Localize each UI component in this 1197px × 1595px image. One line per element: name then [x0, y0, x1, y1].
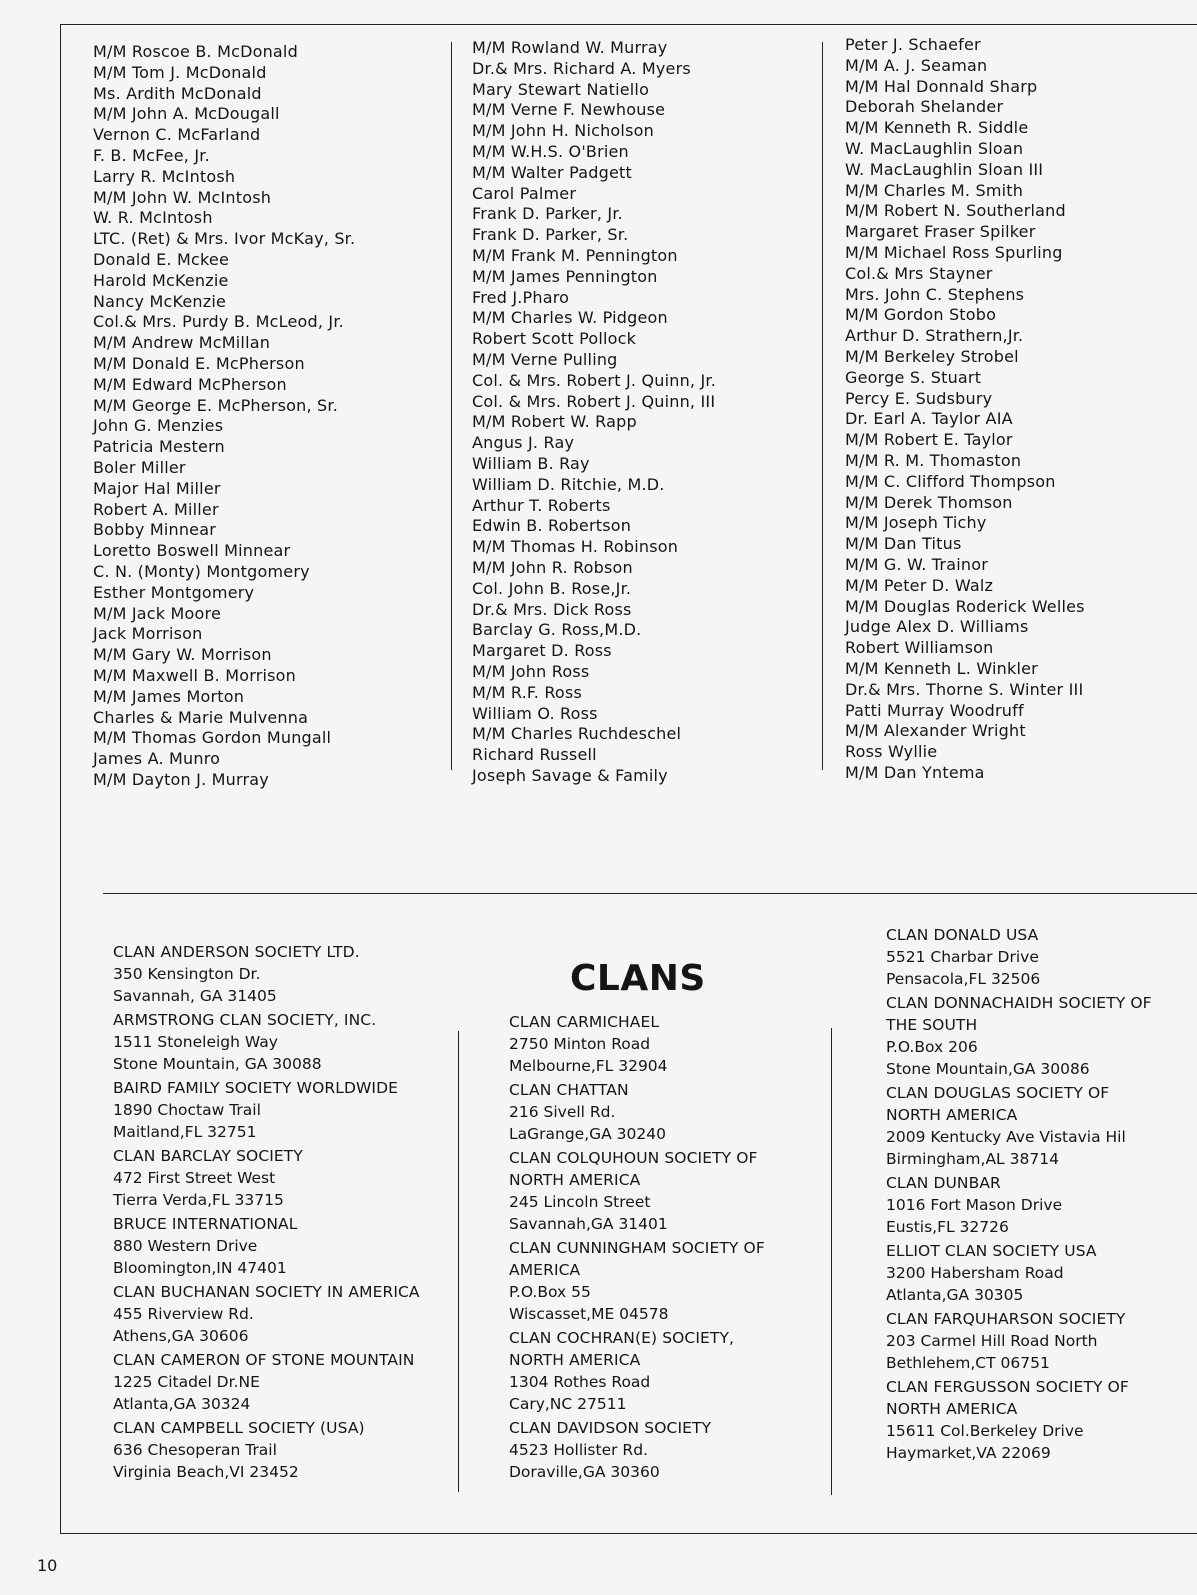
clan-name: CLAN CARMICHAEL: [509, 1013, 660, 1031]
donor-name: M/M Verne Pulling: [472, 349, 618, 369]
donor-name: M/M Hal Donnald Sharp: [845, 76, 1038, 96]
donor-name: Robert Scott Pollock: [472, 329, 637, 349]
donor-name: W. R. McIntosh: [93, 208, 213, 228]
clan-entry: [886, 1308, 1197, 1374]
clan-city: Haymarket,VA 22069: [886, 1444, 1051, 1462]
donor-name: Dr. Earl A. Taylor AIA: [845, 409, 1013, 429]
clan-column-3: [886, 924, 1197, 1466]
clan-entry: [509, 1147, 859, 1235]
clan-name: NORTH AMERICA: [886, 1106, 1018, 1124]
donor-name: M/M John W. McIntosh: [93, 187, 272, 207]
clan-entry: [113, 1213, 463, 1279]
clan-street: 636 Chesoperan Trail: [113, 1441, 277, 1459]
donor-name: C. N. (Monty) Montgomery: [93, 561, 310, 581]
donor-column-1: [93, 42, 355, 791]
donor-name: Joseph Savage & Family: [472, 765, 668, 785]
donor-name: M/M Andrew McMillan: [93, 333, 271, 353]
donor-name: Harold McKenzie: [93, 270, 229, 290]
donor-name: M/M John R. Robson: [472, 557, 633, 577]
donor-name: M/M Joseph Tichy: [845, 513, 987, 533]
donor-name: Margaret D. Ross: [472, 641, 612, 661]
donor-name: Dr.& Mrs. Richard A. Myers: [472, 58, 691, 78]
donor-name: Dr.& Mrs. Thorne S. Winter III: [845, 679, 1084, 699]
donor-name: M/M Dan Titus: [845, 534, 962, 554]
donor-column-3: [845, 35, 1085, 784]
donor-name: M/M Jack Moore: [93, 603, 222, 623]
column-divider: [458, 1031, 459, 1492]
clan-street: 1890 Choctaw Trail: [113, 1101, 261, 1119]
clan-name: CLAN FERGUSSON SOCIETY OF: [886, 1378, 1129, 1396]
section-divider: [103, 893, 1197, 894]
donor-name: Esther Montgomery: [93, 582, 255, 602]
clan-entry: [113, 1349, 463, 1415]
clan-city: Cary,NC 27511: [509, 1395, 627, 1413]
clan-entry: [886, 1240, 1197, 1306]
clan-entry: [509, 1237, 859, 1325]
clan-street: 245 Lincoln Street: [509, 1193, 651, 1211]
donor-name: M/M John A. McDougall: [93, 104, 280, 124]
clan-street: 350 Kensington Dr.: [113, 965, 261, 983]
donor-name: M/M George E. McPherson, Sr.: [93, 395, 338, 415]
donor-name: M/M Peter D. Walz: [845, 575, 994, 595]
clan-entry: [886, 1082, 1197, 1170]
clan-name: CLAN DOUGLAS SOCIETY OF: [886, 1084, 1110, 1102]
clan-name: CLAN BARCLAY SOCIETY: [113, 1147, 303, 1165]
clan-city: Atlanta,GA 30305: [886, 1286, 1024, 1304]
donor-name: Loretto Boswell Minnear: [93, 541, 291, 561]
donor-name: James A. Munro: [93, 749, 221, 769]
column-divider: [822, 42, 823, 770]
clan-street: 1225 Citadel Dr.NE: [113, 1373, 260, 1391]
donor-name: Richard Russell: [472, 745, 597, 765]
clan-entry: [886, 924, 1197, 990]
clan-column-1: [113, 941, 463, 1485]
donor-name: Robert A. Miller: [93, 499, 219, 519]
clan-entry: [113, 1417, 463, 1483]
donor-name: M/M Rowland W. Murray: [472, 38, 668, 57]
clan-name: CLAN CUNNINGHAM SOCIETY OF: [509, 1239, 765, 1257]
donor-name: William O. Ross: [472, 703, 598, 723]
clan-entry: [509, 1327, 859, 1415]
donor-name: M/M Charles W. Pidgeon: [472, 308, 668, 328]
donor-name: M/M Kenneth L. Winkler: [845, 658, 1038, 678]
donor-name: Percy E. Sudsbury: [845, 388, 993, 408]
donor-name: Vernon C. McFarland: [93, 125, 261, 145]
donor-name: Charles & Marie Mulvenna: [93, 707, 309, 727]
donor-name: M/M Thomas H. Robinson: [472, 537, 679, 557]
clan-name: NORTH AMERICA: [509, 1171, 641, 1189]
donor-name: Edwin B. Robertson: [472, 516, 632, 536]
donor-name: Frank D. Parker, Jr.: [472, 204, 623, 224]
donor-name: W. MacLaughlin Sloan: [845, 138, 1024, 158]
clan-city: LaGrange,GA 30240: [509, 1125, 666, 1143]
clan-city: Birmingham,AL 38714: [886, 1150, 1059, 1168]
donor-name: Arthur D. Strathern,Jr.: [845, 326, 1024, 346]
clan-name: CLAN CHATTAN: [509, 1081, 629, 1099]
clan-street: 2009 Kentucky Ave Vistavia Hil: [886, 1128, 1126, 1146]
clan-entry: [886, 992, 1197, 1080]
clan-street: 472 First Street West: [113, 1169, 276, 1187]
donor-name: M/M James Pennington: [472, 266, 658, 286]
donor-name: M/M Maxwell B. Morrison: [93, 665, 296, 685]
clan-city: Maitland,FL 32751: [113, 1123, 257, 1141]
donor-name: Carol Palmer: [472, 183, 577, 203]
clan-name: AMERICA: [509, 1261, 581, 1279]
donor-name: Donald E. Mckee: [93, 249, 230, 269]
clan-city: Tierra Verda,FL 33715: [113, 1191, 284, 1209]
donor-name: M/M R. M. Thomaston: [845, 450, 1022, 470]
clan-street: 880 Western Drive: [113, 1237, 258, 1255]
clan-entry: [113, 1281, 463, 1347]
clan-city: Virginia Beach,VI 23452: [113, 1463, 299, 1481]
donor-name: William D. Ritchie, M.D.: [472, 474, 665, 494]
donor-name: Boler Miller: [93, 457, 186, 477]
clan-name: CLAN COLQUHOUN SOCIETY OF: [509, 1149, 758, 1167]
donor-name: Jack Morrison: [93, 624, 203, 644]
donor-name: Col. & Mrs. Robert J. Quinn, III: [472, 391, 716, 411]
clan-city: Savannah, GA 31405: [113, 987, 277, 1005]
section-title: CLANS: [570, 958, 706, 999]
donor-name: Angus J. Ray: [472, 433, 575, 453]
donor-name: M/M Edward McPherson: [93, 374, 287, 394]
clan-entry: [886, 1172, 1197, 1238]
donor-name: Ms. Ardith McDonald: [93, 83, 262, 103]
donor-name: Larry R. McIntosh: [93, 166, 236, 186]
clan-city: Stone Mountain,GA 30086: [886, 1060, 1090, 1078]
donor-name: Patricia Mestern: [93, 437, 225, 457]
column-divider: [831, 1028, 832, 1495]
donor-name: Col. John B. Rose,Jr.: [472, 578, 632, 598]
donor-name: Bobby Minnear: [93, 520, 216, 540]
clan-street: 5521 Charbar Drive: [886, 948, 1039, 966]
donor-name: Fred J.Pharo: [472, 287, 570, 307]
clan-entry: [113, 1077, 463, 1143]
clan-name: CLAN ANDERSON SOCIETY LTD.: [113, 943, 360, 961]
clan-city: Eustis,FL 32726: [886, 1218, 1009, 1236]
clan-name: NORTH AMERICA: [509, 1351, 641, 1369]
clan-name: NORTH AMERICA: [886, 1400, 1018, 1418]
clan-entry: [113, 941, 463, 1007]
donor-name: Peter J. Schaefer: [845, 35, 981, 54]
donor-name: M/M John H. Nicholson: [472, 121, 654, 141]
donor-name: M/M Berkeley Strobel: [845, 346, 1019, 366]
donor-name: M/M Charles Ruchdeschel: [472, 724, 682, 744]
clan-name: CLAN FARQUHARSON SOCIETY: [886, 1310, 1126, 1328]
donor-name: M/M Dan Yntema: [845, 762, 985, 782]
donor-name: M/M Robert W. Rapp: [472, 412, 637, 432]
donor-name: Margaret Fraser Spilker: [845, 222, 1036, 242]
donor-name: Dr.& Mrs. Dick Ross: [472, 599, 632, 619]
donor-name: Robert Williamson: [845, 638, 994, 658]
donor-name: Col.& Mrs Stayner: [845, 263, 993, 283]
donor-name: William B. Ray: [472, 453, 590, 473]
clan-city: Stone Mountain, GA 30088: [113, 1055, 322, 1073]
donor-name: M/M Robert E. Taylor: [845, 430, 1013, 450]
clan-street: 4523 Hollister Rd.: [509, 1441, 648, 1459]
donor-name: Patti Murray Woodruff: [845, 700, 1024, 720]
clan-entry: [886, 1376, 1197, 1464]
clan-city: Pensacola,FL 32506: [886, 970, 1041, 988]
donor-name: M/M Thomas Gordon Mungall: [93, 728, 332, 748]
donor-name: LTC. (Ret) & Mrs. Ivor McKay, Sr.: [93, 229, 356, 249]
clan-entry: [113, 1009, 463, 1075]
donor-name: M/M C. Clifford Thompson: [845, 471, 1056, 491]
clan-street: 15611 Col.Berkeley Drive: [886, 1422, 1084, 1440]
donor-name: M/M Douglas Roderick Welles: [845, 596, 1085, 616]
clan-city: Doraville,GA 30360: [509, 1463, 660, 1481]
clan-street: 455 Riverview Rd.: [113, 1305, 254, 1323]
donor-name: M/M R.F. Ross: [472, 682, 582, 702]
clan-entry: [113, 1145, 463, 1211]
donor-name: M/M Donald E. McPherson: [93, 353, 305, 373]
donor-name: Judge Alex D. Williams: [845, 617, 1029, 637]
donor-name: M/M Charles M. Smith: [845, 180, 1024, 200]
clan-entry: [509, 1011, 859, 1077]
clan-name: CLAN DONALD USA: [886, 926, 1039, 944]
donor-name: M/M Michael Ross Spurling: [845, 242, 1063, 262]
clan-name: CLAN DONNACHAIDH SOCIETY OF: [886, 994, 1152, 1012]
clan-street: 1511 Stoneleigh Way: [113, 1033, 278, 1051]
clan-name: BRUCE INTERNATIONAL: [113, 1215, 298, 1233]
clan-city: Wiscasset,ME 04578: [509, 1305, 669, 1323]
donor-name: Col.& Mrs. Purdy B. McLeod, Jr.: [93, 312, 344, 332]
donor-name: Frank D. Parker, Sr.: [472, 225, 629, 245]
clan-city: Athens,GA 30606: [113, 1327, 249, 1345]
clan-street: 1016 Fort Mason Drive: [886, 1196, 1063, 1214]
donor-name: George S. Stuart: [845, 367, 982, 387]
clan-entry: [509, 1079, 859, 1145]
donor-name: M/M Verne F. Newhouse: [472, 100, 666, 120]
donor-name: Deborah Shelander: [845, 97, 1004, 117]
donor-name: M/M Derek Thomson: [845, 492, 1013, 512]
clan-name: CLAN BUCHANAN SOCIETY IN AMERICA: [113, 1283, 420, 1301]
donor-name: M/M Robert N. Southerland: [845, 201, 1066, 221]
clan-street: 203 Carmel Hill Road North: [886, 1332, 1098, 1350]
donor-name: Nancy McKenzie: [93, 291, 227, 311]
clan-name: CLAN CAMPBELL SOCIETY (USA): [113, 1419, 365, 1437]
clan-name: ARMSTRONG CLAN SOCIETY, INC.: [113, 1011, 377, 1029]
donor-name: M/M Gary W. Morrison: [93, 645, 272, 665]
donor-name: Col. & Mrs. Robert J. Quinn, Jr.: [472, 370, 716, 390]
clan-name: THE SOUTH: [886, 1016, 978, 1034]
donor-name: M/M Walter Padgett: [472, 162, 632, 182]
donor-name: M/M G. W. Trainor: [845, 554, 988, 574]
donor-name: W. MacLaughlin Sloan III: [845, 159, 1044, 179]
clan-street: 3200 Habersham Road: [886, 1264, 1064, 1282]
donor-name: Major Hal Miller: [93, 478, 221, 498]
clan-name: ELLIOT CLAN SOCIETY USA: [886, 1242, 1097, 1260]
clan-city: Bethlehem,CT 06751: [886, 1354, 1050, 1372]
donor-name: Mary Stewart Natiello: [472, 79, 650, 99]
donor-name: M/M Alexander Wright: [845, 721, 1026, 741]
donor-name: M/M Roscoe B. McDonald: [93, 42, 298, 61]
clan-column-2: [509, 1011, 859, 1485]
donor-name: F. B. McFee, Jr.: [93, 145, 210, 165]
donor-name: M/M Dayton J. Murray: [93, 769, 269, 789]
donor-name: M/M Gordon Stobo: [845, 305, 997, 325]
donor-name: Barclay G. Ross,M.D.: [472, 620, 642, 640]
donor-name: M/M Tom J. McDonald: [93, 62, 267, 82]
clan-street: 1304 Rothes Road: [509, 1373, 651, 1391]
donor-name: M/M John Ross: [472, 661, 590, 681]
clan-name: CLAN DUNBAR: [886, 1174, 1001, 1192]
page-number: 10: [37, 1556, 58, 1575]
clan-street: P.O.Box 55: [509, 1283, 591, 1301]
column-divider: [451, 42, 452, 770]
donor-name: Mrs. John C. Stephens: [845, 284, 1025, 304]
clan-street: 216 Sivell Rd.: [509, 1103, 616, 1121]
clan-name: CLAN COCHRAN(E) SOCIETY,: [509, 1329, 735, 1347]
clan-city: Atlanta,GA 30324: [113, 1395, 251, 1413]
donor-name: Arthur T. Roberts: [472, 495, 611, 515]
donor-name: M/M Kenneth R. Siddle: [845, 118, 1029, 138]
donor-name: M/M Frank M. Pennington: [472, 245, 678, 265]
clan-street: P.O.Box 206: [886, 1038, 978, 1056]
clan-name: BAIRD FAMILY SOCIETY WORLDWIDE: [113, 1079, 399, 1097]
clan-name: CLAN CAMERON OF STONE MOUNTAIN: [113, 1351, 415, 1369]
clan-city: Melbourne,FL 32904: [509, 1057, 668, 1075]
clan-entry: [509, 1417, 859, 1483]
donor-name: M/M W.H.S. O'Brien: [472, 141, 629, 161]
donor-name: M/M A. J. Seaman: [845, 55, 988, 75]
donor-column-2: [472, 38, 716, 787]
clan-name: CLAN DAVIDSON SOCIETY: [509, 1419, 712, 1437]
donor-name: M/M James Morton: [93, 686, 245, 706]
clan-street: 2750 Minton Road: [509, 1035, 651, 1053]
donor-name: John G. Menzies: [93, 416, 224, 436]
clan-city: Bloomington,IN 47401: [113, 1259, 287, 1277]
clan-city: Savannah,GA 31401: [509, 1215, 668, 1233]
donor-name: Ross Wyllie: [845, 742, 938, 762]
